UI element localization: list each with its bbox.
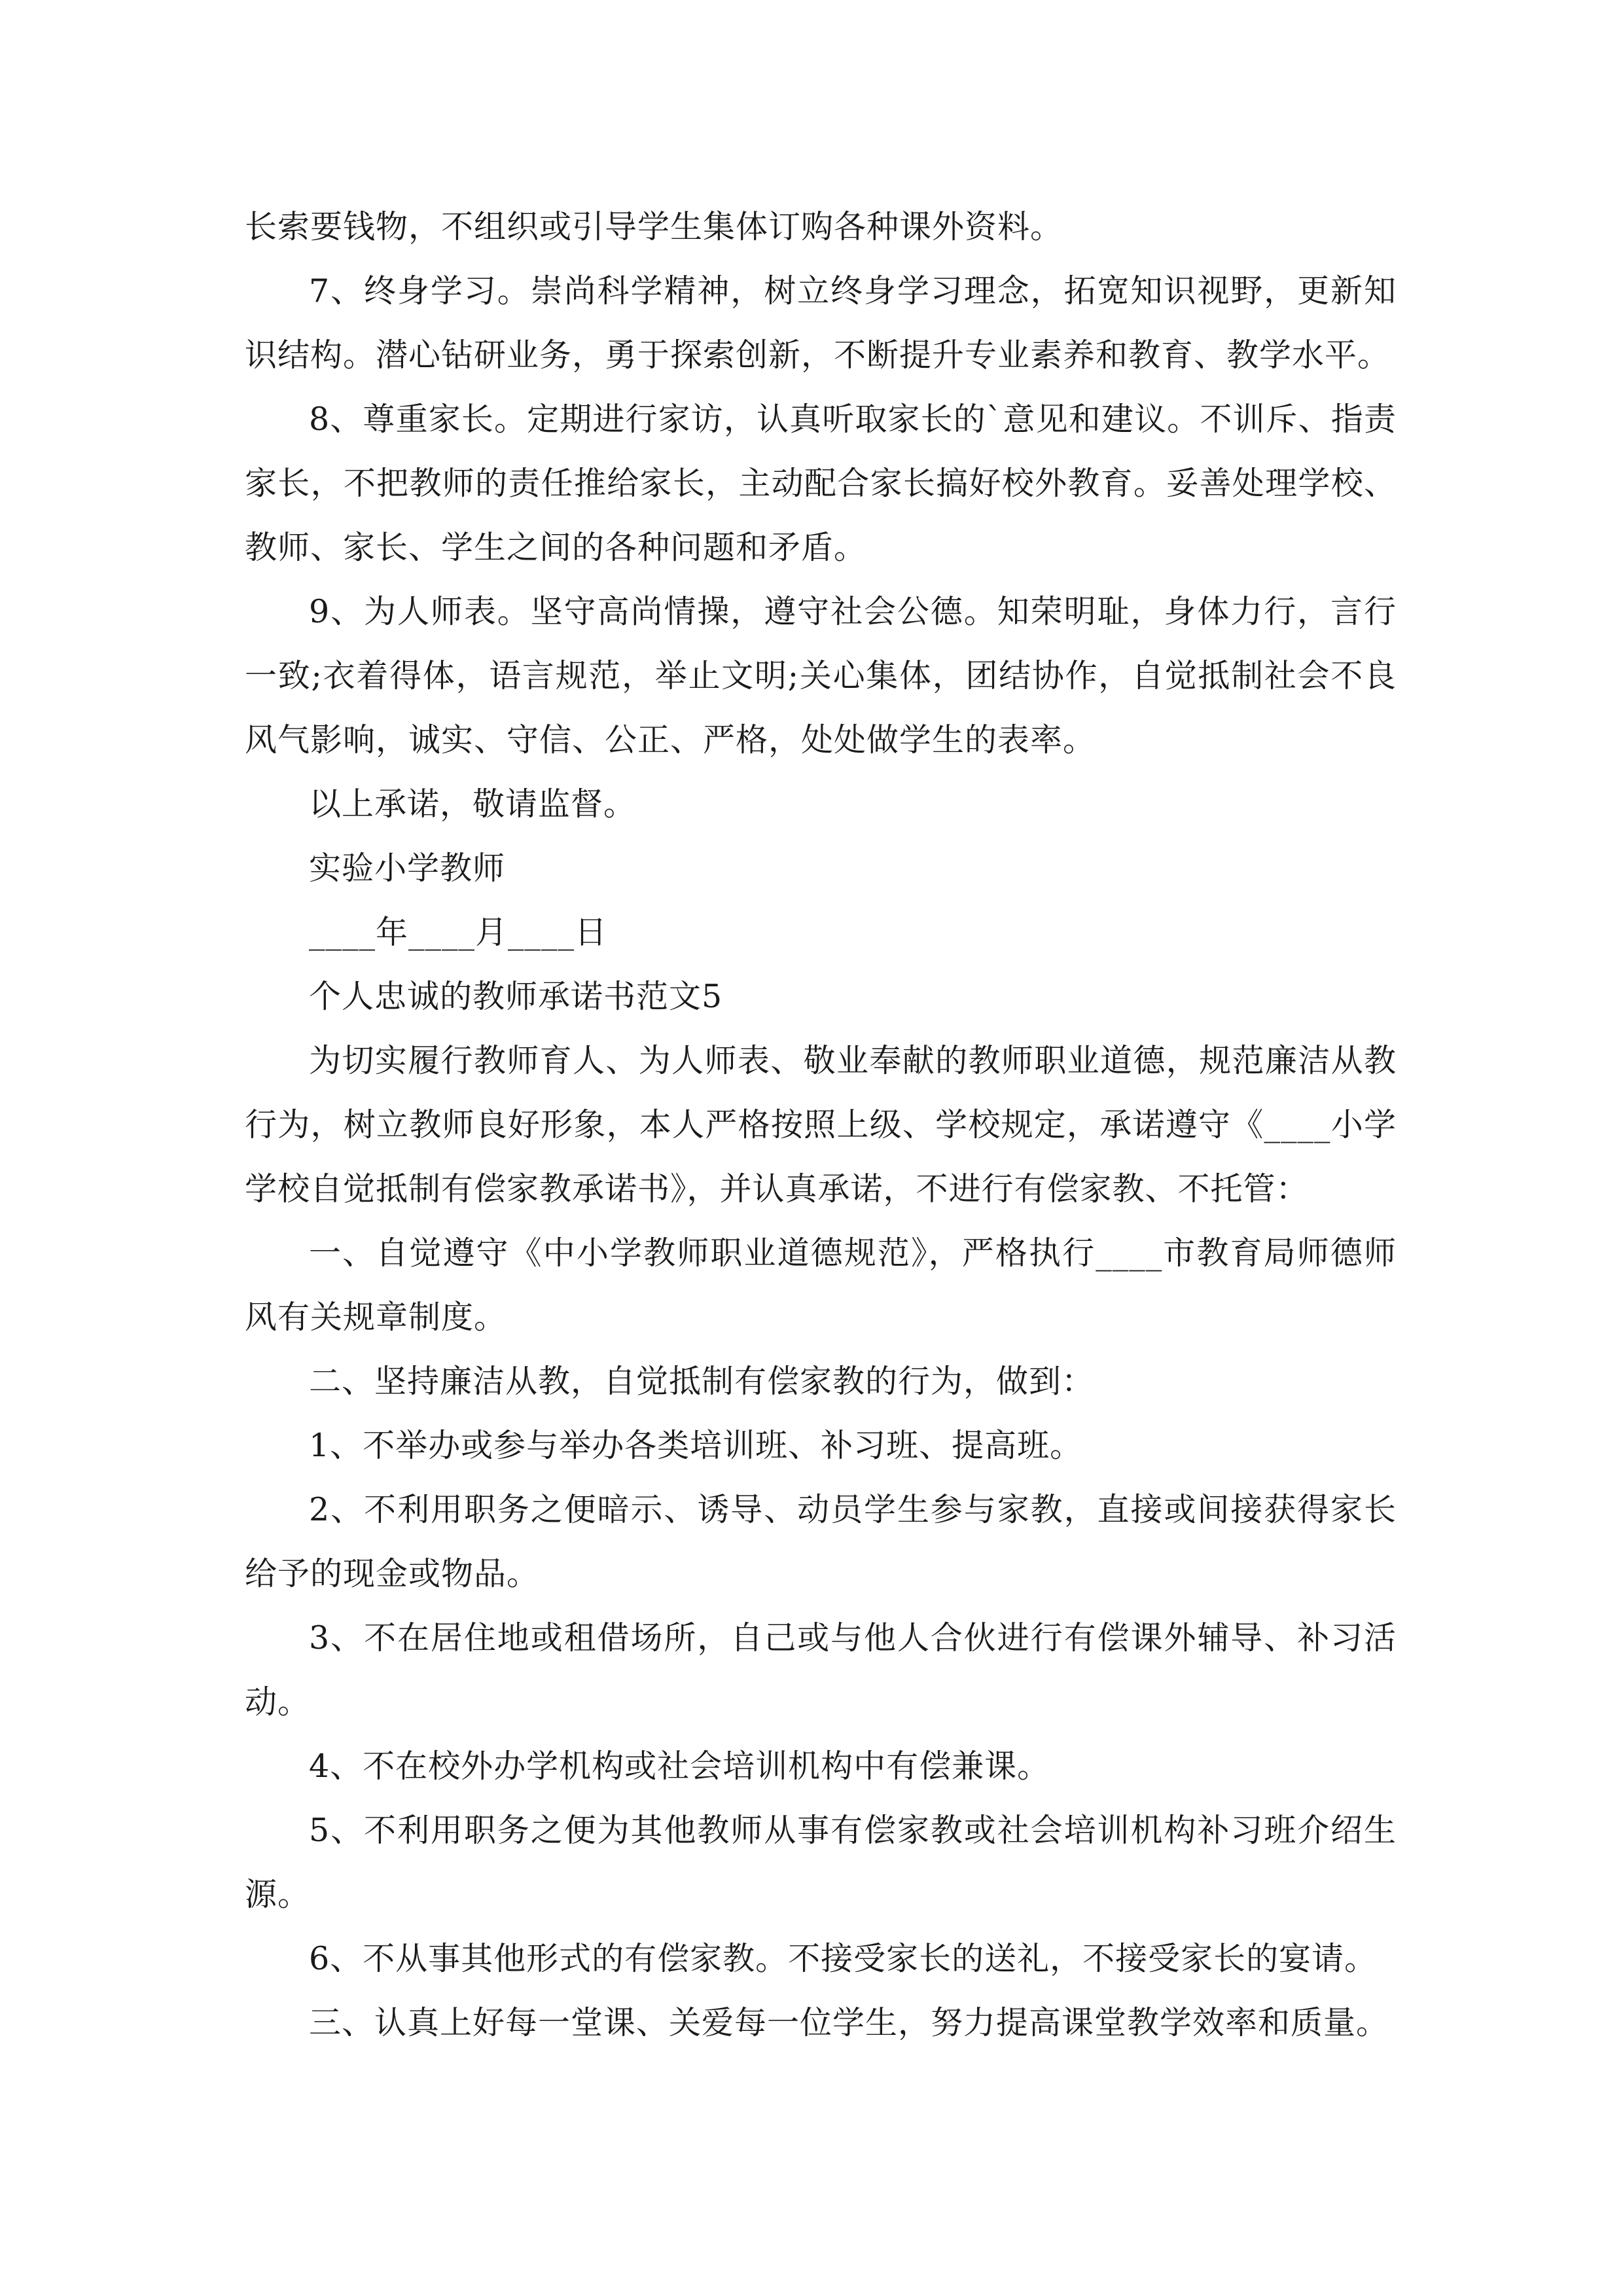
paragraph-point-2: 二、坚持廉洁从教，自觉抵制有偿家教的行为，做到： (309, 1363, 1095, 1400)
paragraph-subitem-5: 5、不利用职务之便为其他教师从事有偿家教或社会培训机构补习班介绍生源。 (245, 1812, 1397, 1913)
paragraph-subitem-4: 4、不在校外办学机构或社会培训机构中有偿兼课。 (309, 1748, 1050, 1785)
document-body (245, 195, 1397, 2055)
closing-statement: 以上承诺，敬请监督。 (309, 785, 637, 823)
date-line: ____年____月____日 (309, 914, 608, 951)
paragraph-subitem-3: 3、不在居住地或租借场所，自己或与他人合伙进行有偿课外辅导、补习活动。 (245, 1619, 1397, 1721)
section-heading: 个人忠诚的教师承诺书范文5 (309, 978, 723, 1015)
paragraph-subitem-6: 6、不从事其他形式的有偿家教。不接受家长的送礼，不接受家长的宴请。 (309, 1940, 1378, 1977)
paragraph-subitem-1: 1、不举办或参与举办各类培训班、补习班、提高班。 (309, 1427, 1083, 1464)
paragraph-item-7: 7、终身学习。崇尚科学精神，树立终身学习理念，拓宽知识视野，更新知识结构。潜心钻研业务，勇于探索创新，不断提升专业素养和教育、教学水平。 (245, 272, 1397, 374)
paragraph-point-3: 三、认真上好每一堂课、关爱每一位学生，努力提高课堂教学效率和质量。 (309, 2004, 1389, 2041)
paragraph-subitem-2: 2、不利用职务之便暗示、诱导、动员学生参与家教，直接或间接获得家长给予的现金或物品。 (245, 1491, 1397, 1592)
paragraph-item-9: 9、为人师表。坚守高尚情操，遵守社会公德。知荣明耻，身体力行，言行一致;衣着得体，语言规范，举止文明;关心集体，团结协作，自觉抵制社会不良风气影响，诚实、守信、公正、严格，处处做学生的表率。 (245, 593, 1397, 759)
paragraph-intro: 为切实履行教师育人、为人师表、敬业奉献的教师职业道德，规范廉洁从教行为，树立教师良好形象，本人严格按照上级、学校规定，承诺遵守《____小学学校自觉抵制有偿家教承诺书》，并认真承诺，不进行有偿家教、不托管： (245, 1042, 1397, 1208)
paragraph-point-1: 一、自觉遵守《中小学教师职业道德规范》，严格执行____市教育局师德师风有关规章制度。 (245, 1234, 1397, 1336)
paragraph-continuation: 长索要钱物，不组织或引导学生集体订购各种课外资料。 (245, 208, 1063, 245)
paragraph-item-8: 8、尊重家长。定期进行家访，认真听取家长的`意见和建议。不训斥、指责家长，不把教师的责任推给家长，主动配合家长搞好校外教育。妥善处理学校、教师、家长、学生之间的各种问题和矛盾。 (245, 401, 1397, 566)
signature-line: 实验小学教师 (309, 850, 506, 887)
